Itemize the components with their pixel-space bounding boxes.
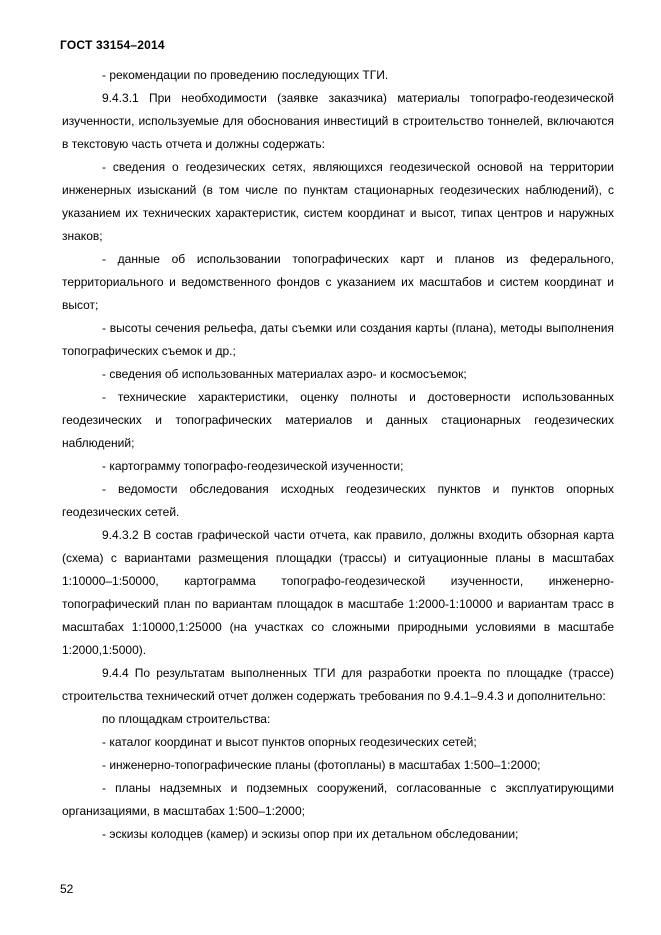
paragraph: - данные об использовании топографических карт и планов из федерального, территориального и ведомственного фондов с указанием их масштабов и систем координат и высот; — [62, 252, 614, 312]
document-header: ГОСТ 33154–2014 — [60, 38, 165, 52]
paragraph: - эскизы колодцев (камер) и эскизы опор при их детальном обследовании; — [102, 827, 519, 841]
paragraph: - рекомендации по проведению последующих ТГИ. — [102, 68, 389, 82]
paragraph: 9.4.3.2 В состав графической части отчета, как правило, должны входить обзорная карта (схема) с вариантами размещения площадки (трассы) и ситуационные планы в масштабах 1:10000–1:50000, картограмма топографо-геодезической изученности, инженерно-топографический план по вариантам площадок в масштабе 1:2000-1:10000 и вариантам трасс в масштабах 1:10000,1:25000 (на участках со сложными природными условиями в масштабе 1:2000,1:5000). — [62, 528, 614, 657]
paragraph: - высоты сечения рельефа, даты съемки или создания карты (плана), методы выполнения топографических съемок и др.; — [62, 321, 614, 358]
document-body — [62, 64, 614, 846]
paragraph: - инженерно-топографические планы (фотопланы) в масштабах 1:500–1:2000; — [102, 758, 541, 772]
paragraph: - каталог координат и высот пунктов опорных геодезических сетей; — [102, 735, 477, 749]
paragraph: 9.4.3.1 При необходимости (заявке заказчика) материалы топографо-геодезической изученности, используемые для обоснования инвестиций в строительство тоннелей, включаются в текстовую часть отчета и должны содержать: — [62, 91, 614, 151]
paragraph: - сведения об использованных материалах аэро- и космосъемок; — [102, 367, 467, 381]
paragraph: по площадкам строительства: — [102, 712, 271, 726]
paragraph: - картограмму топографо-геодезической изученности; — [102, 459, 404, 473]
paragraph: - планы надземных и подземных сооружений, согласованные с эксплуатирующими организациями, в масштабах 1:500–1:2000; — [62, 781, 614, 818]
paragraph: - ведомости обследования исходных геодезических пунктов и пунктов опорных геодезических сетей. — [62, 482, 614, 519]
paragraph: - технические характеристики, оценку полноты и достоверности использованных геодезических и топографических материалов и данных стационарных геодезических наблюдений; — [62, 390, 614, 450]
paragraph: 9.4.4 По результатам выполненных ТГИ для разработки проекта по площадке (трассе) строительства технический отчет должен содержать требования по 9.4.1–9.4.3 и дополнительно: — [62, 666, 614, 703]
page-number: 52 — [60, 882, 74, 896]
paragraph: - сведения о геодезических сетях, являющихся геодезической основой на территории инженерных изысканий (в том числе по пунктам стационарных геодезических наблюдений), с указанием их технических характеристик, систем координат и высот, типах центров и наружных знаков; — [62, 160, 614, 243]
